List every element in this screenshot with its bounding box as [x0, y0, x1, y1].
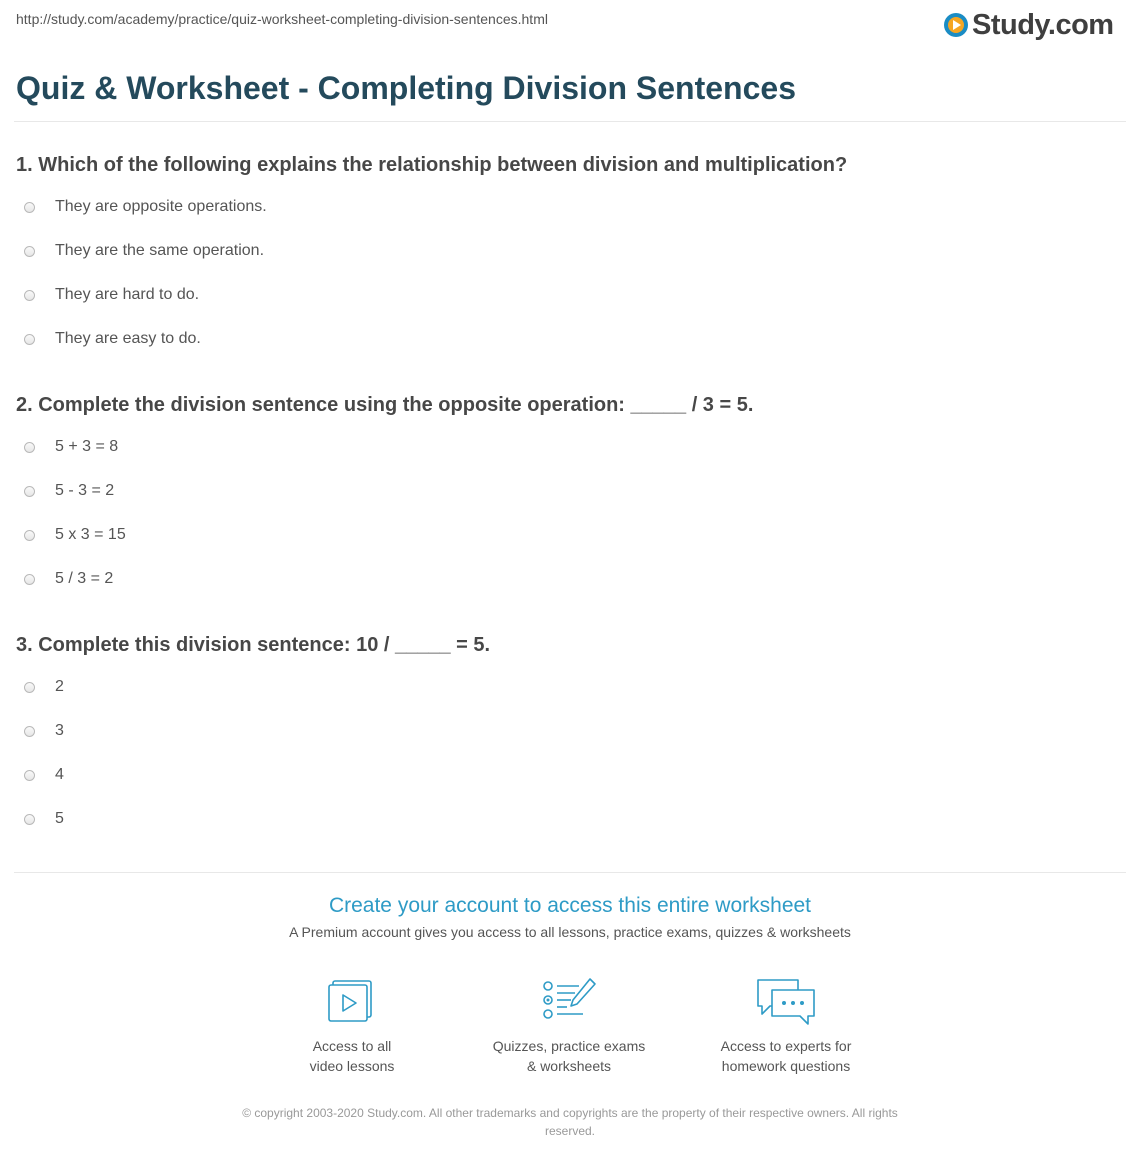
- top-bar: [0, 0, 1140, 60]
- answer-option[interactable]: [16, 568, 1116, 612]
- answer-label: 3: [55, 722, 64, 739]
- answer-label: 5: [55, 810, 64, 827]
- feature-label: Access to all video lessons: [309, 1038, 395, 1074]
- answer-label: 5 x 3 = 15: [55, 526, 126, 543]
- question-2: [16, 394, 1116, 612]
- answer-option[interactable]: [16, 284, 1116, 328]
- feature-label: Access to experts for homework questions: [720, 1038, 852, 1074]
- answer-option[interactable]: [16, 480, 1116, 524]
- radio-button[interactable]: [24, 726, 35, 737]
- answer-label: 5 - 3 = 2: [55, 482, 115, 499]
- answer-option[interactable]: [16, 720, 1116, 764]
- cta-divider: [14, 872, 1126, 873]
- feature-quizzes: [459, 976, 679, 1076]
- answer-label: 4: [55, 766, 64, 783]
- signup-cta: [0, 894, 1140, 940]
- question-text: 1. Which of the following explains the relationship between division and multiplication?: [16, 154, 848, 176]
- question-text: 2. Complete the division sentence using the opposite operation: _____ / 3 = 5.: [16, 394, 754, 416]
- feature-experts: [676, 976, 896, 1076]
- feature-list: [0, 976, 1140, 1086]
- radio-button[interactable]: [24, 442, 35, 453]
- answer-label: 5 / 3 = 2: [55, 570, 114, 587]
- answer-options: [16, 676, 1116, 852]
- question-text: 3. Complete this division sentence: 10 / _____ = 5.: [16, 634, 491, 656]
- radio-button[interactable]: [24, 770, 35, 781]
- cta-title-link[interactable]: Create your account to access this entire worksheet: [328, 894, 812, 917]
- radio-button[interactable]: [24, 334, 35, 345]
- answer-label: They are hard to do.: [55, 286, 200, 303]
- radio-button[interactable]: [24, 530, 35, 541]
- answer-label: They are easy to do.: [55, 330, 201, 347]
- quiz-checklist-icon: [537, 976, 601, 1028]
- answer-label: 5 + 3 = 8: [55, 438, 119, 455]
- answer-label: 2: [55, 678, 64, 695]
- radio-button[interactable]: [24, 246, 35, 257]
- answer-option[interactable]: [16, 196, 1116, 240]
- page-url: http://study.com/academy/practice/quiz-worksheet-completing-division-sentences.html: [16, 11, 548, 27]
- play-circle-icon: [944, 13, 968, 37]
- answer-option[interactable]: [16, 808, 1116, 852]
- question-3: [16, 634, 1116, 852]
- answer-option[interactable]: [16, 328, 1116, 372]
- study-logo[interactable]: [944, 8, 1114, 42]
- feature-video-lessons: [242, 976, 462, 1076]
- answer-options: [16, 196, 1116, 372]
- answer-label: They are the same operation.: [55, 242, 265, 259]
- logo-text: Study.com: [972, 8, 1114, 41]
- video-lessons-icon: [320, 976, 384, 1028]
- radio-button[interactable]: [24, 202, 35, 213]
- answer-option[interactable]: [16, 524, 1116, 568]
- page-title: Quiz & Worksheet - Completing Division Sentences: [16, 70, 796, 106]
- title-divider: [14, 121, 1126, 122]
- answer-option[interactable]: [16, 764, 1116, 808]
- answer-option[interactable]: [16, 436, 1116, 480]
- radio-button[interactable]: [24, 574, 35, 585]
- copyright-notice: © copyright 2003-2020 Study.com. All other trademarks and copyrights are the property of their respective owners. All rights reserved.: [242, 1106, 898, 1138]
- radio-button[interactable]: [24, 682, 35, 693]
- answer-option[interactable]: [16, 240, 1116, 284]
- feature-label: Quizzes, practice exams & worksheets: [492, 1038, 646, 1074]
- answer-options: [16, 436, 1116, 612]
- answer-option[interactable]: [16, 676, 1116, 720]
- question-1: [16, 154, 1116, 372]
- answer-label: They are opposite operations.: [55, 198, 267, 215]
- radio-button[interactable]: [24, 486, 35, 497]
- chat-experts-icon: [754, 976, 818, 1028]
- radio-button[interactable]: [24, 290, 35, 301]
- radio-button[interactable]: [24, 814, 35, 825]
- cta-subtitle: A Premium account gives you access to all lessons, practice exams, quizzes & worksheets: [289, 924, 851, 940]
